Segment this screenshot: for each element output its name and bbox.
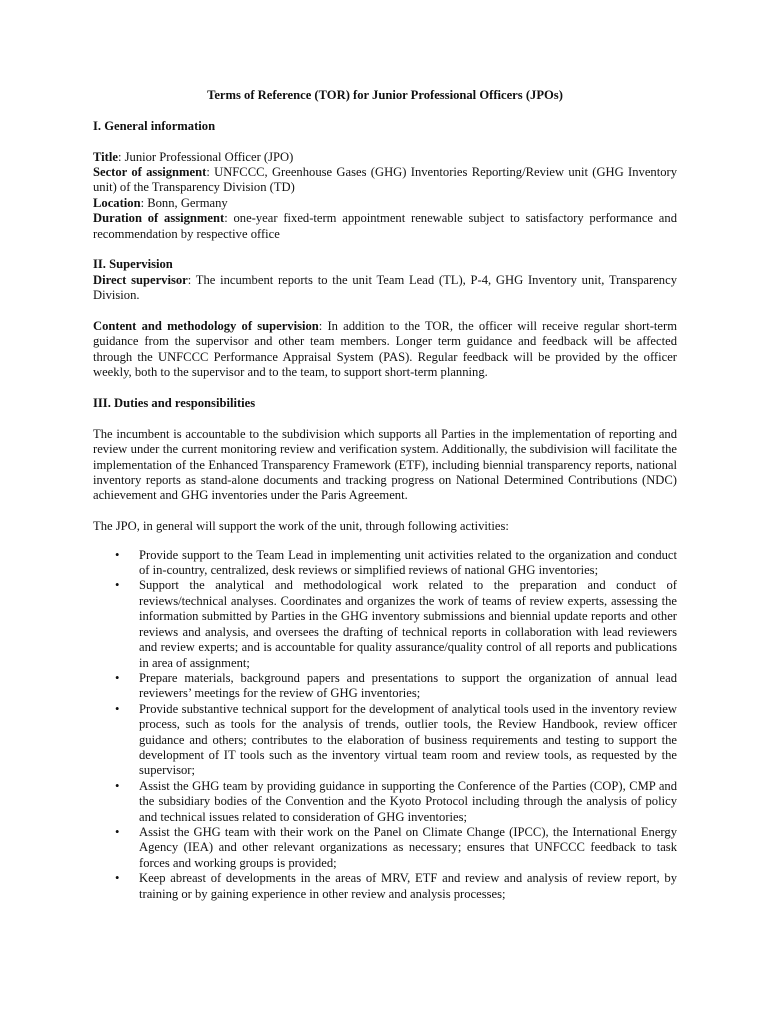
duration-value: : one-year fixed-term appointment renewable subject to satisfactory performance and recommendation by respective office <box>93 211 677 241</box>
location-value: : Bonn, Germany <box>140 195 228 210</box>
sector-value: : UNFCCC, Greenhouse Gases (GHG) Inventories Reporting/Review unit (GHG Inventory unit) of the Transparency Division (TD) <box>93 165 677 195</box>
sector-label: Sector of assignment <box>93 165 207 179</box>
section-general-information-heading: I. General information <box>93 118 216 133</box>
list-item-text: Prepare materials, background papers and presentations to support the organization of annual lead reviewers’ meetings for the review of GHG inventories; <box>139 670 677 701</box>
duties-intro-paragraph: The incumbent is accountable to the subdivision which supports all Parties in the implementation of reporting and review under the current monitoring review and verification system. Additionally, the subdivision will facilitate the implementation of the Enhanced Transparency Framework (ETF), including biennial transparency reports, national inventory reports as stand-alone documents and tracking progress on National Determined Contributions (NDC) achievement and GHG inventories under the Paris Agreement. <box>93 426 677 503</box>
direct-supervisor-value: : The incumbent reports to the unit Team Lead (TL), P-4, GHG Inventory unit, Transparency Division. <box>93 272 677 303</box>
list-item <box>93 671 677 702</box>
content-methodology-label: Content and methodology of supervision <box>93 319 319 334</box>
duration-label: Duration of assignment <box>93 211 225 226</box>
bullet-icon: • <box>115 824 120 839</box>
list-item-text: Assist the GHG team with their work on the Panel on Climate Change (IPCC), the International Energy Agency (IEA) and other relevant organizations as necessary; ensures that UNFCCC feedback to task forces and working groups is provided; <box>139 824 677 870</box>
location-label: Location <box>93 195 141 210</box>
bullet-icon: • <box>115 670 120 685</box>
list-item <box>93 871 677 902</box>
list-item <box>93 779 677 825</box>
list-item <box>93 702 677 779</box>
list-item <box>93 548 677 579</box>
bullet-icon: • <box>115 578 120 593</box>
sector-line <box>93 165 677 196</box>
title-line <box>93 150 677 165</box>
document-title: Terms of Reference (TOR) for Junior Professional Officers (JPOs) <box>207 88 563 102</box>
bullet-icon: • <box>115 701 120 716</box>
list-item-text: Support the analytical and methodological work related to the preparation and conduct of reviews/technical analyses. Coordinates and organizes the work of teams of review experts, assessing the information submitted by Parties in the GHG inventory submissions and biennial update reports and other reviews and analysis, and oversees the drafting of technical reports in collaboration with lead reviewers and review experts; and is accountable for quality assurance/quality control of all reports and publications in area of assignment; <box>139 578 677 670</box>
bullet-icon: • <box>115 547 120 562</box>
section-duties-heading: III. Duties and responsibilities <box>93 396 256 411</box>
title-value: : Junior Professional Officer (JPO) <box>117 149 294 164</box>
activities-list <box>93 548 677 902</box>
list-item-text: Provide support to the Team Lead in implementing unit activities related to the organization and conduct of in-country, centralized, desk reviews or simplified reviews of national GHG inventories; <box>139 547 677 578</box>
content-methodology-paragraph <box>93 319 677 381</box>
direct-supervisor-label: Direct supervisor <box>93 272 188 287</box>
direct-supervisor-line <box>93 273 677 304</box>
list-item-text: Assist the GHG team by providing guidance in supporting the Conference of the Parties (COP), CMP and the subsidiary bodies of the Convention and the Kyoto Protocol including through the analysis of policy and technical issues related to consideration of GHG inventories; <box>139 778 677 824</box>
activities-lead-text: The JPO, in general will support the work of the unit, through following activities: <box>93 519 509 534</box>
list-item-text: Provide substantive technical support for the development of analytical tools used in the inventory review process, such as tools for the analysis of trends, outlier tools, the Review Handbook, review officer guidance and others; contributes to the elaboration of business requirements and testing to support the development of IT tools such as the inventory virtual team room and review tools, as requested by the supervisor; <box>139 701 677 778</box>
list-item <box>93 825 677 871</box>
title-label: Title <box>93 149 118 164</box>
bullet-icon: • <box>115 871 120 886</box>
document-content <box>93 88 677 902</box>
bullet-icon: • <box>115 778 120 793</box>
list-item-text: Keep abreast of developments in the areas of MRV, ETF and review and analysis of review report, by training or by gaining experience in other review and analysis processes; <box>139 871 677 901</box>
location-line <box>93 196 677 211</box>
duration-line <box>93 211 677 242</box>
section-supervision-heading: II. Supervision <box>93 257 173 272</box>
content-methodology-value: : In addition to the TOR, the officer will receive regular short-term guidance from the supervisor and other team members. Longer term guidance and feedback will be affected through the UNFCCC Performance Appraisal System (PAS). Regular feedback will be provided by the officer weekly, both to the supervisor and to the team, to support short-term planning. <box>93 319 677 380</box>
list-item <box>93 578 677 670</box>
